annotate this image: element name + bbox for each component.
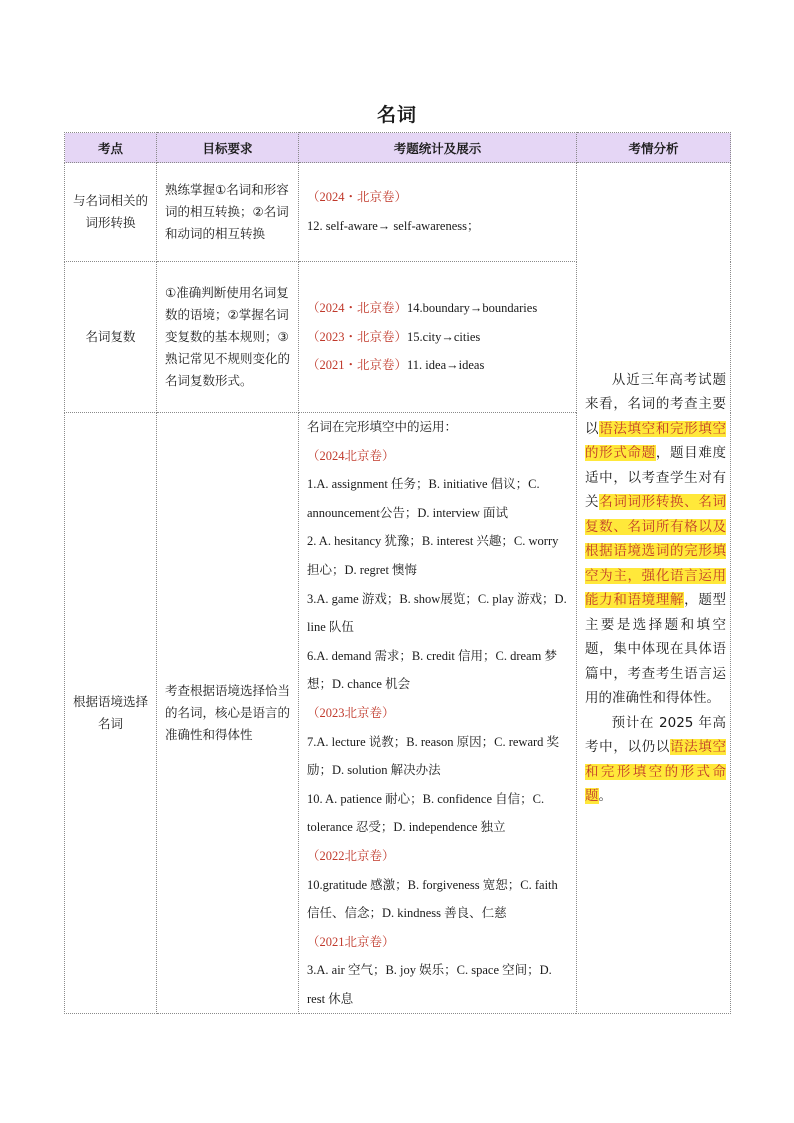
analysis-paragraph-1: 从近三年高考试题来看，名词的考查主要以语法填空和完形填空的形式命题，题目难度适中，以考查学生对有关名词词形转换、名词复数、名词所有格以及根据语境选词的完形填空为主，强化语言运用能力和语境理解，题型主要是选择题和填空题，集中体现在具体语篇中，考查考生语言运用的准确性和得体性。 xyxy=(585,371,727,707)
stat-line: 10. A. patience 耐心；B. confidence 自信；C. tolerance 忍受；D. independence 独立 xyxy=(307,791,545,835)
stat-line: （2024北京卷） xyxy=(307,448,395,463)
stat-line xyxy=(307,183,570,212)
stats-cell xyxy=(299,413,577,1014)
source-label: （2024・北京卷） xyxy=(307,301,408,316)
header-analysis: 考情分析 xyxy=(577,133,731,163)
stat-text: 12. self-aware→ self-awareness； xyxy=(307,219,480,233)
stat-line xyxy=(307,212,570,241)
page-title: 名词 xyxy=(376,104,417,126)
analysis-paragraph-2: 预计在 2025 年高考中，以仍以语法填空和完形填空的形式命题。 xyxy=(585,714,726,805)
table-header-row xyxy=(65,133,731,163)
stat-line: （2021北京卷） xyxy=(307,934,395,949)
point-cell: 与名词相关的词形转换 xyxy=(65,163,157,262)
stat-line: 3.A. air 空气；B. joy 娱乐；C. space 空间；D. rest 休息 xyxy=(307,963,552,1006)
point-cell: 根据语境选择名词 xyxy=(65,413,157,1014)
source-label: （2023・北京卷） xyxy=(307,329,408,344)
stat-line: （2023北京卷） xyxy=(307,705,395,720)
highlight: 语法填空和完形填空的形式命题 xyxy=(585,739,726,805)
stat-line: 2. A. hesitancy 犹豫；B. interest 兴趣；C. worry 担心；D. regret 懊悔 xyxy=(307,534,559,577)
stats-cell xyxy=(299,262,577,413)
exam-analysis-table xyxy=(64,132,731,1014)
goal-cell: 熟练掌握①名词和形容词的相互转换；②名词和动词的相互转换 xyxy=(157,163,299,262)
goal-cell: 考查根据语境选择恰当的名词，核心是语言的准确性和得体性 xyxy=(157,413,299,1014)
table-row xyxy=(65,163,731,262)
header-goal: 目标要求 xyxy=(157,133,299,163)
header-stats: 考题统计及展示 xyxy=(299,133,577,163)
stat-line: 3.A. game 游戏；B. show展览；C. play 游戏；D. line 队伍 xyxy=(307,591,567,635)
stats-intro: 名词在完形填空中的运用： xyxy=(307,420,458,434)
goal-cell: ①准确判断使用名词复数的语境；②掌握名词变复数的基本规则；③熟记常见不规则变化的名词复数形式。 xyxy=(157,262,299,413)
highlight: 语法填空和完形填空的形式命题 xyxy=(585,420,727,462)
source-label: （2024・北京卷） xyxy=(307,190,408,205)
stat-line: 6.A. demand 需求；B. credit 信用；C. dream 梦想；D. chance 机会 xyxy=(307,648,557,692)
point-cell: 名词复数 xyxy=(65,262,157,413)
stat-line: （2024・北京卷）14.boundary→boundaries xyxy=(307,301,538,316)
analysis-cell xyxy=(577,163,731,1014)
stat-line: （2022北京卷） xyxy=(307,848,395,863)
stat-line: （2023・北京卷）15.city→cities xyxy=(307,329,481,344)
stats-cell xyxy=(299,163,577,262)
stat-line: 7.A. lecture 说教；B. reason 原因；C. reward 奖励；D. solution 解决办法 xyxy=(307,734,560,778)
stat-line: （2021・北京卷）11. idea→ideas xyxy=(307,358,485,373)
stat-line: 10.gratitude 感激；B. forgiveness 宽恕；C. faith 信任、信念；D. kindness 善良、仁慈 xyxy=(307,877,558,921)
header-point: 考点 xyxy=(65,133,157,163)
highlight: 名词词形转换、名词复数、名词所有格以及根据语境选词的完形填空为主，强化语言运用能力和语境理解 xyxy=(585,494,727,609)
source-label: （2021・北京卷） xyxy=(307,358,408,373)
stat-line: 1.A. assignment 任务；B. initiative 倡议；C. announcement公告；D. interview 面试 xyxy=(307,477,540,520)
